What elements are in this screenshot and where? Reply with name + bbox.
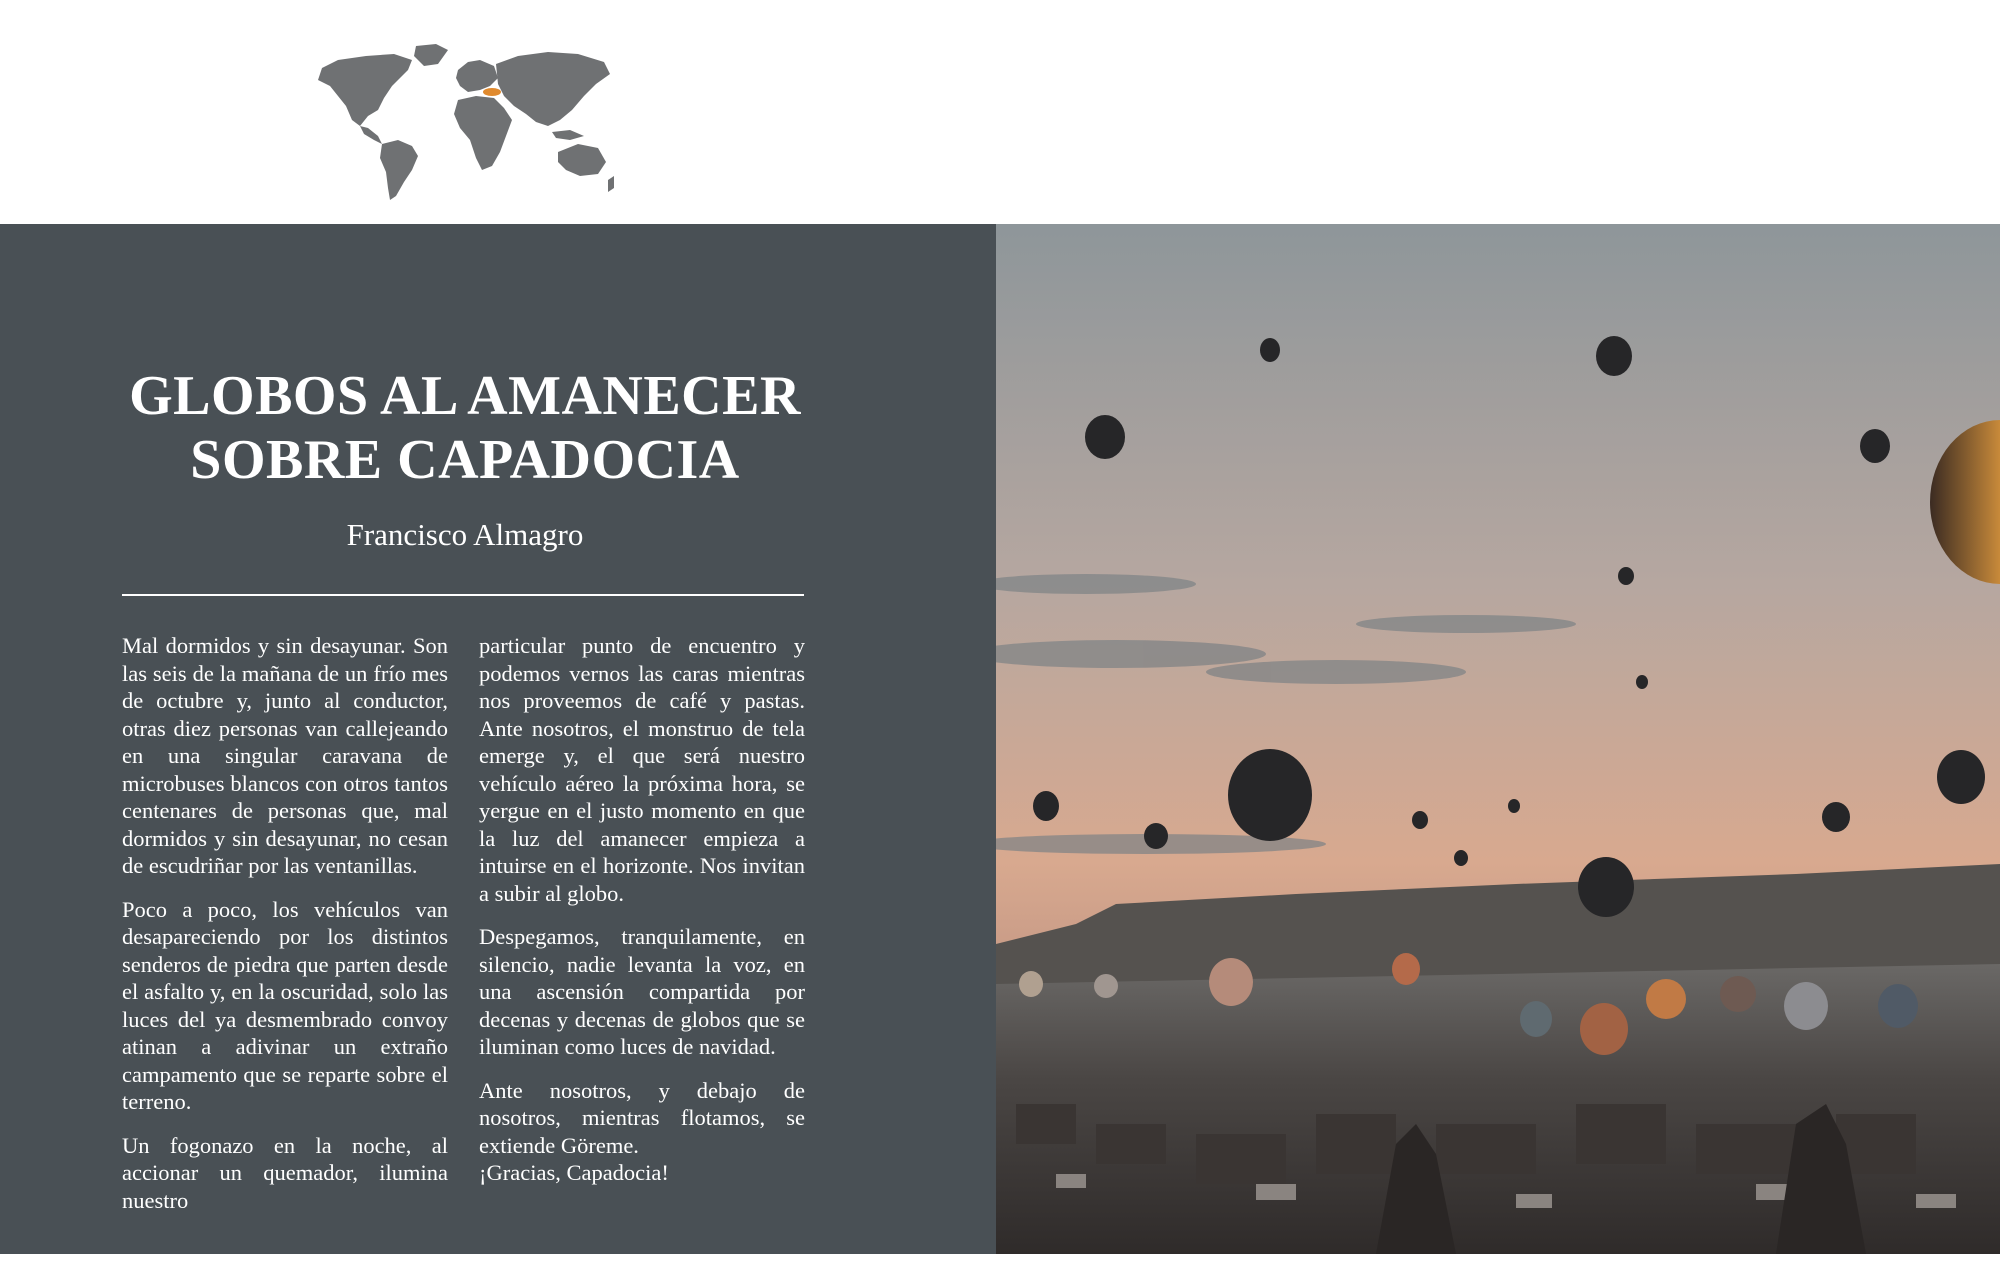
lit-house <box>1056 1174 1086 1188</box>
turkey-highlight <box>483 88 501 96</box>
world-map-image <box>308 40 618 204</box>
map-asia <box>496 52 610 126</box>
map-south-america <box>380 140 418 200</box>
balloon <box>1618 567 1634 585</box>
balloon <box>1508 799 1520 813</box>
balloons-photo-illustration <box>996 224 2000 1254</box>
balloon <box>1094 974 1118 998</box>
balloon <box>1033 791 1059 821</box>
paragraph: particular punto de encuentro y podemos vernos las caras mientras nos proveemos de café y pastas. Ante nosotros, el monstruo de tela emerge y, el que será nuestro vehículo aéreo la próxima hora, se yergue en el justo momento en que la luz del amanecer empieza a intuirse en el horizonte. Nos invitan a subir al globo. <box>479 633 805 906</box>
map-central-america <box>360 126 382 144</box>
balloon <box>1878 984 1918 1028</box>
title-line-2: SOBRE CAPADOCIA <box>190 429 740 491</box>
balloon <box>1646 979 1686 1019</box>
lit-house <box>1516 1194 1552 1208</box>
balloon <box>1520 1001 1552 1037</box>
map-indonesia <box>552 130 584 140</box>
closing-thanks: ¡Gracias, Capadocia! <box>479 1160 669 1185</box>
balloon <box>1144 823 1168 849</box>
building <box>1096 1124 1166 1164</box>
building <box>1016 1104 1076 1144</box>
lit-house <box>1256 1184 1296 1200</box>
map-new-zealand <box>608 176 614 192</box>
cloud <box>1356 615 1576 633</box>
balloon <box>1260 338 1280 362</box>
paragraph <box>479 1077 805 1187</box>
balloon <box>1636 675 1648 689</box>
map-greenland <box>414 44 448 66</box>
lit-house <box>1916 1194 1956 1208</box>
article-title <box>110 364 820 492</box>
article-author: Francisco Almagro <box>346 517 584 552</box>
balloon <box>1860 429 1890 463</box>
cloud <box>1206 660 1466 684</box>
balloon <box>1228 749 1312 841</box>
balloon <box>1454 850 1468 866</box>
paragraph: Despegamos, tranquilamente, en silencio, nadie levanta la voz, en una ascensión compartida por decenas y decenas de globos que se iluminan como luces de navidad. <box>479 924 805 1059</box>
bottom-margin <box>0 1254 2000 1270</box>
title-line-1: GLOBOS AL AMANECER <box>129 365 801 427</box>
top-band <box>0 0 2000 224</box>
balloon <box>1596 336 1632 376</box>
map-australia <box>558 144 606 176</box>
building <box>1196 1134 1286 1184</box>
title-divider <box>122 594 804 596</box>
balloon <box>1720 976 1756 1012</box>
balloon <box>1209 958 1253 1006</box>
balloon <box>1937 750 1985 804</box>
map-africa <box>454 96 512 170</box>
balloon <box>1784 982 1828 1030</box>
closing-line: Ante nosotros, y debajo de nosotros, mientras flotamos, se extiende Göreme. <box>479 1077 805 1158</box>
building <box>1576 1104 1666 1164</box>
body-column-right <box>479 632 805 1187</box>
body-column-left <box>122 632 448 1230</box>
balloon <box>1085 415 1125 459</box>
map-north-america <box>318 54 412 126</box>
paragraph: Mal dormidos y sin desayunar. Son las seis de la mañana de un frío mes de octubre y, junto al conductor, otras diez personas van callejeando en una singular caravana de microbuses blancos con otros tantos centenares de personas que, mal dormidos y sin desayunar, no cesan de escudriñar por las ventanillas. <box>122 633 448 878</box>
cappadocia-photo <box>996 224 2000 1254</box>
paragraph: Un fogonazo en la noche, al accionar un quemador, ilumina nuestro <box>122 1132 448 1213</box>
balloon <box>1019 971 1043 997</box>
balloon <box>1578 857 1634 917</box>
article-panel <box>0 224 996 1254</box>
balloon <box>1580 1003 1628 1055</box>
building <box>1436 1124 1536 1174</box>
map-europe <box>456 60 498 92</box>
balloon <box>1412 811 1428 829</box>
balloon <box>1392 953 1420 985</box>
balloon <box>1822 802 1850 832</box>
paragraph: Poco a poco, los vehículos van desapareciendo por los distintos senderos de piedra que parten desde el asfalto y, en la oscuridad, solo las luces del ya desmembrado convoy atinan a adivinar un extraño campamento que se reparte sobre el terreno. <box>122 896 448 1114</box>
building <box>1316 1114 1396 1174</box>
